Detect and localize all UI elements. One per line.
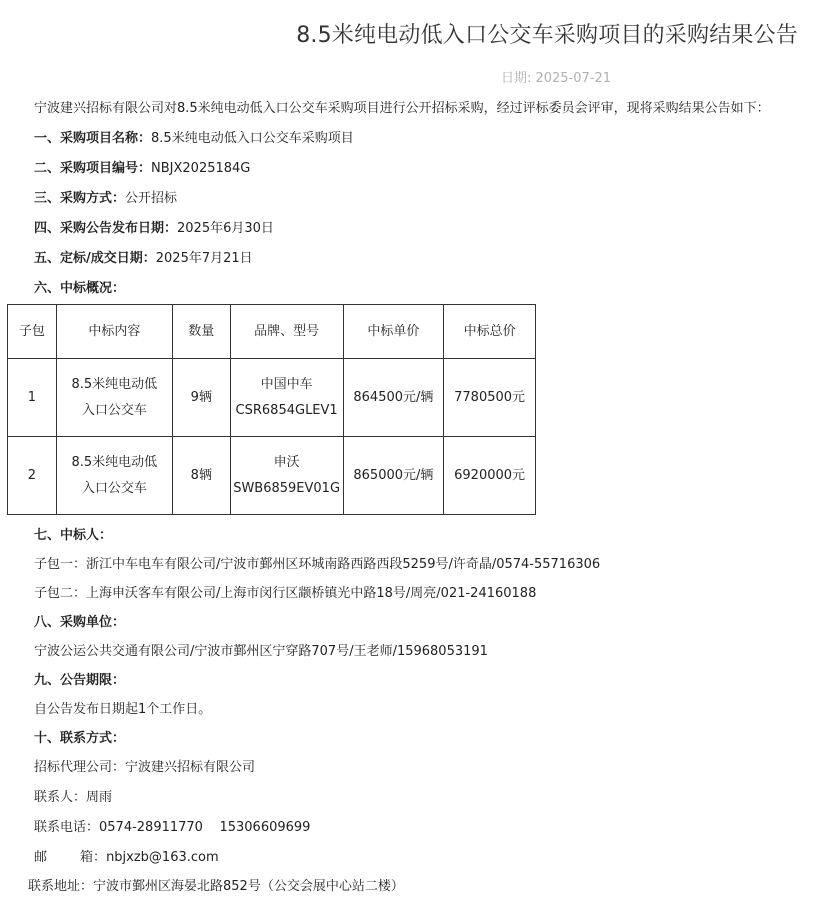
table-header: 品牌、型号 [230, 305, 343, 359]
table-header: 中标单价 [343, 305, 444, 359]
content-line: 8.5米纯电动低 [71, 454, 158, 470]
section-label: 一、采购项目名称： [34, 131, 152, 146]
contact-person: 联系人：周雨 [34, 790, 113, 805]
section-label: 五、定标/成交日期： [34, 251, 156, 266]
section-label: 三、采购方式： [34, 191, 126, 206]
content-line: 入口公交车 [81, 402, 147, 418]
brand-name: 中国中车 [260, 376, 313, 392]
project-number-value: NBJX2025184G [151, 161, 251, 176]
brand-cell [230, 437, 343, 515]
content-line: 8.5米纯电动低 [71, 376, 158, 392]
section-label: 二、采购项目编号： [34, 161, 152, 176]
purchaser-info: 宁波公运公共交通有限公司/宁波市鄞州区宁穿路707号/王老师/15968053191 [34, 644, 488, 659]
section-label: 七、中标人： [34, 528, 113, 543]
email-label: 邮 箱： [34, 850, 107, 865]
contact-agency: 招标代理公司：宁波建兴招标有限公司 [34, 760, 256, 775]
brand-name: 申沃 [273, 454, 300, 470]
model-number: SWB6859EV01G [233, 480, 341, 496]
contact-address: 联系地址：宁波市鄞州区海晏北路852号（公交会展中心站二楼） [28, 879, 404, 894]
section-label: 八、采购单位： [34, 615, 126, 630]
unit-price-cell: 865000元/辆 [343, 437, 444, 515]
contact-phone: 联系电话：0574-28911770 15306609699 [34, 820, 311, 835]
table-header-row [8, 305, 536, 359]
model-number: CSR6854GLEV1 [235, 402, 338, 418]
section-purchaser [34, 614, 125, 632]
table-header: 数量 [172, 305, 230, 359]
unit-price-cell: 864500元/辆 [343, 359, 444, 437]
content-cell [56, 359, 172, 437]
section-notice-period [34, 672, 125, 690]
contact-email-row [34, 849, 219, 867]
publish-date: 日期: 2025-07-21 [500, 71, 611, 86]
total-price-cell: 7780500元 [444, 359, 536, 437]
section-award-overview [34, 280, 125, 298]
procurement-method-value: 公开招标 [125, 191, 178, 206]
brand-cell [230, 359, 343, 437]
table-header: 中标内容 [56, 305, 172, 359]
winner-package-2: 子包二：上海申沃客车有限公司/上海市闵行区颛桥镇光中路18号/周亮/021-24160188 [34, 586, 537, 601]
package-cell: 1 [8, 359, 57, 437]
award-date-value: 2025年7月21日 [155, 251, 253, 266]
page-title: 8.5米纯电动低入口公交车采购项目的采购结果公告 [296, 23, 798, 48]
project-name-value: 8.5米纯电动低入口公交车采购项目 [151, 131, 354, 146]
quantity-cell: 8辆 [172, 437, 230, 515]
table-row [8, 359, 536, 437]
winner-package-1: 子包一：浙江中车电车有限公司/宁波市鄞州区环城南路西路西段5259号/许奇晶/0574-55716306 [34, 557, 601, 572]
quantity-cell: 9辆 [172, 359, 230, 437]
email-link[interactable]: nbjxzb@163.com [106, 850, 219, 865]
section-project-name [34, 130, 354, 148]
section-contact [34, 730, 125, 748]
content-line: 入口公交车 [81, 480, 147, 496]
total-price-cell: 6920000元 [444, 437, 536, 515]
section-notice-date [34, 220, 274, 238]
table-row [8, 437, 536, 515]
section-award-date [34, 250, 253, 268]
content-cell [56, 437, 172, 515]
section-label: 六、中标概况： [34, 281, 126, 296]
section-winners [34, 527, 112, 545]
notice-date-value: 2025年6月30日 [177, 221, 274, 236]
section-label: 九、公告期限： [34, 673, 126, 688]
table-header: 子包 [8, 305, 57, 359]
section-label: 四、采购公告发布日期： [34, 221, 178, 236]
section-project-number [34, 160, 250, 178]
section-label: 十、联系方式： [34, 731, 126, 746]
award-table [7, 304, 536, 515]
table-header: 中标总价 [444, 305, 536, 359]
package-cell: 2 [8, 437, 57, 515]
intro-paragraph: 宁波建兴招标有限公司对8.5米纯电动低入口公交车采购项目进行公开招标采购，经过评标委员会评审，现将采购结果公告如下： [34, 101, 770, 116]
section-procurement-method [34, 190, 177, 208]
notice-period-text: 自公告发布日期起1个工作日。 [34, 702, 212, 717]
